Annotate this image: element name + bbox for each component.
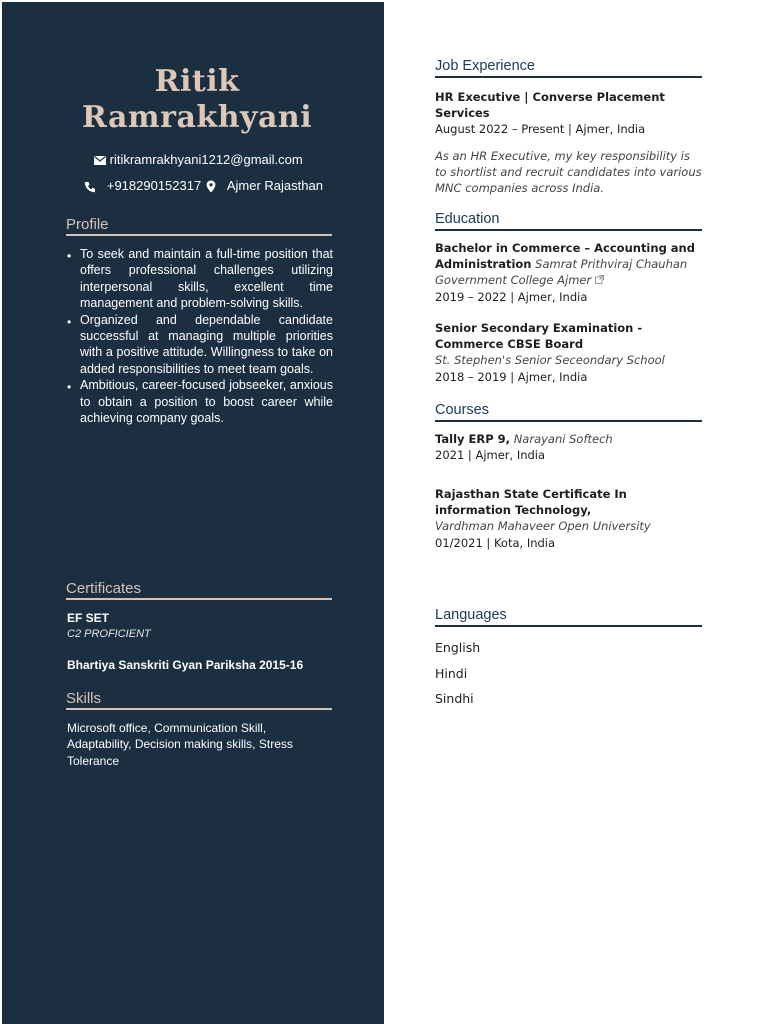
job-company: Converse Placement Services xyxy=(435,90,665,121)
education-period: 2018 – 2019 | Ajmer, India xyxy=(435,369,588,384)
course-period: 2021 | Ajmer, India xyxy=(435,448,546,463)
education-school: St. Stephen's Senior Seceondary School xyxy=(435,353,665,368)
education-degree: Bachelor in Commerce – Accounting and Administration xyxy=(435,241,695,272)
external-link-icon[interactable] xyxy=(595,273,604,287)
skills-heading: Skills xyxy=(66,690,332,710)
course-org: Narayani Softech xyxy=(513,432,613,446)
first-name: Ritik xyxy=(154,64,240,99)
education-period: 2019 – 2022 | Ajmer, India xyxy=(435,289,588,304)
job-role: HR Executive xyxy=(435,90,521,104)
location-text: Ajmer Rajasthan xyxy=(226,178,323,193)
languages-list xyxy=(435,635,705,712)
certificates-heading: Certificates xyxy=(66,580,332,600)
job-description: As an HR Executive, my key responsibility is to shortlist and recruit candidates into various MNC companies across India. xyxy=(435,148,702,196)
course-title: Rajasthan State Certificate In information Technology, xyxy=(435,487,627,518)
skills-text: Microsoft office, Communication Skill, Adaptability, Decision making skills, Stress Tolerance xyxy=(67,721,293,768)
last-name: Ramrakhyani xyxy=(81,100,313,135)
education-entry xyxy=(435,320,705,385)
phone-text: +918290152317 xyxy=(106,178,202,193)
email-text[interactable]: ritikramrakhyani1212@gmail.com xyxy=(109,152,303,167)
profile-heading: Profile xyxy=(66,216,332,236)
mail-icon xyxy=(94,152,110,167)
language-item: Hindi xyxy=(435,665,468,681)
certificate-title: EF SET xyxy=(67,611,110,625)
course-entry xyxy=(435,431,705,463)
course-title: Tally ERP 9, xyxy=(435,432,511,446)
location-pin-icon xyxy=(206,178,220,193)
course-org: Vardhman Mahaveer Open University xyxy=(435,519,651,534)
email-line xyxy=(94,152,303,167)
profile-item: • To seek and maintain a full-time position that offers professional challenges utilizing interpersonal skills, excellent time management and problem-solving skills. xyxy=(68,246,333,312)
education-entry xyxy=(435,240,705,305)
languages-heading: Languages xyxy=(435,607,702,627)
course-period: 01/2021 | Kota, India xyxy=(435,535,556,550)
profile-item: • Organized and dependable candidate successful at managing multiple priorities with a positive attitude. Willingness to take on added responsibilities to meet team goals. xyxy=(68,312,333,378)
certificate-title: Bhartiya Sanskriti Gyan Pariksha 2015-16 xyxy=(67,658,304,672)
sidebar xyxy=(2,2,384,1024)
certificate-detail: C2 PROFICIENT xyxy=(67,628,151,640)
job-experience-heading: Job Experience xyxy=(435,58,702,78)
candidate-name xyxy=(2,64,392,136)
language-item: Sindhi xyxy=(435,691,474,706)
education-heading: Education xyxy=(435,211,702,231)
profile-list xyxy=(68,246,333,426)
education-school: Samrat Prithviraj Chauhan Government College Ajmer xyxy=(435,257,688,288)
location-line xyxy=(206,178,323,193)
phone-icon xyxy=(84,178,100,193)
job-entry xyxy=(435,89,705,196)
language-item: English xyxy=(435,640,481,655)
phone-line xyxy=(84,178,201,193)
courses-heading: Courses xyxy=(435,402,702,422)
course-entry xyxy=(435,486,705,551)
profile-item: • Ambitious, career-focused jobseeker, anxious to obtain a position to boost career while achieving company goals. xyxy=(68,377,333,426)
job-title: HR Executive | Converse Placement Services xyxy=(435,90,665,121)
job-period: August 2022 – Present | Ajmer, India xyxy=(435,122,646,137)
education-degree: Senior Secondary Examination - Commerce CBSE Board xyxy=(435,321,643,352)
